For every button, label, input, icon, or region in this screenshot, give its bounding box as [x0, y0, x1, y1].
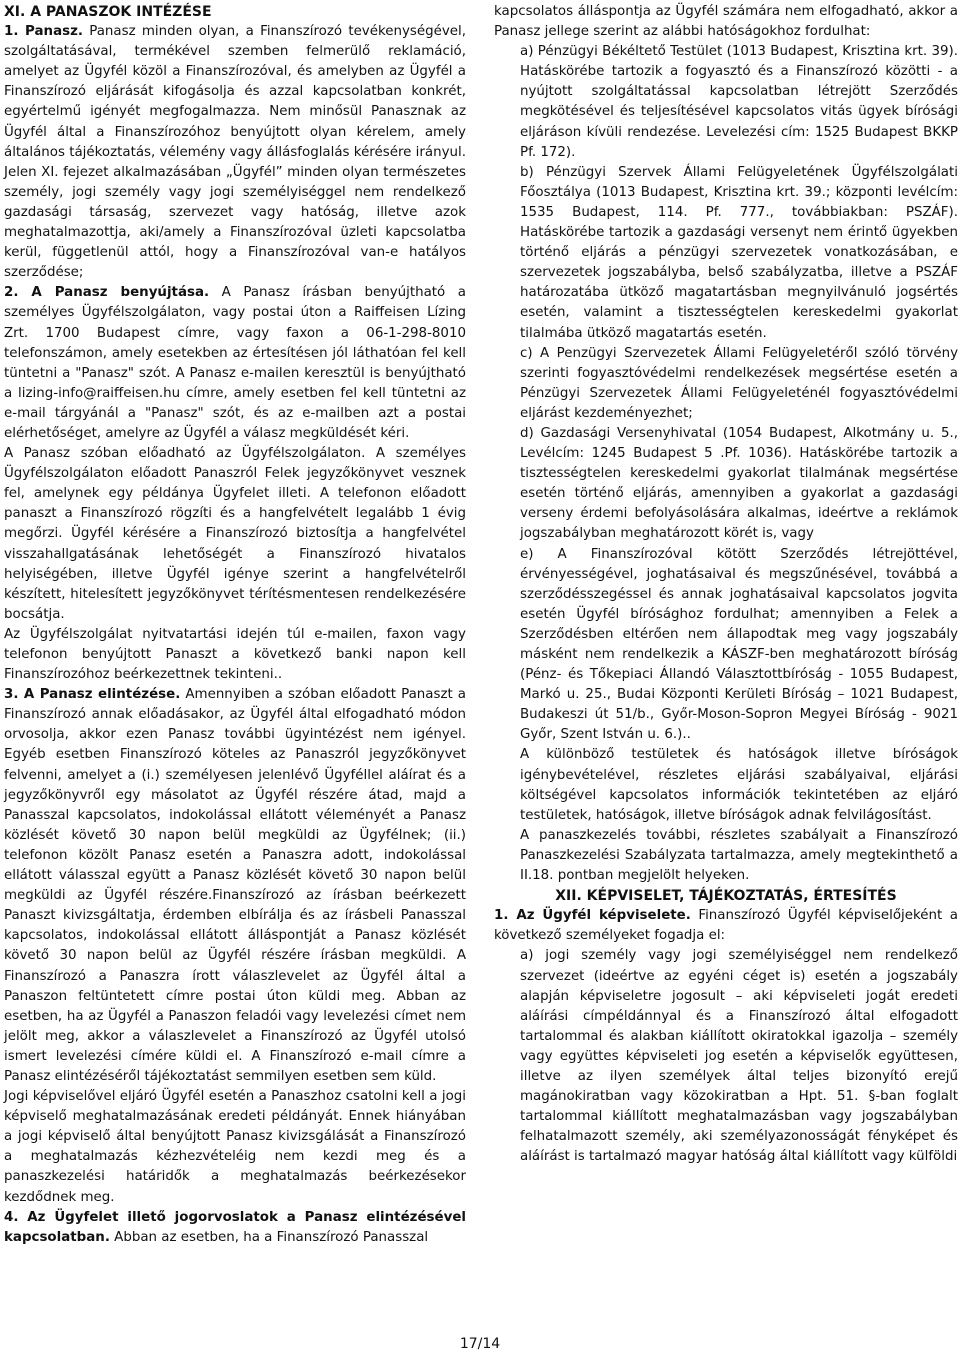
- heading-benyujtas: 2. A Panasz benyújtása.: [4, 285, 210, 301]
- list-item-e: e) A Finanszírozóval kötött Szerződés létrejöttével, érvényességével, joghatásaival és megszűnésével, továbbá a szerződésszegéssel és annak joghatásaival kapcsolatos jogvita esetén Ügyfél bírósághoz fordulhat; amennyiben a Felek a Szerződésben eltérően nem állapodtak meg vagy jogszabály másként nem rendelkezik a KÁSZF-ben meghatározott bíróság (Pénz- és Tőkepiaci Állandó Választottbíróság - 1055 Budapest, Markó u. 25., Budai Központi Kerületi Bíróság – 1021 Budapest, Budakeszi út 51/b., Győr-Moson-Sopron Megyei Bíróság - 9021 Győr, Szent István u. 6.)..: [520, 546, 958, 743]
- heading-kepviselet: 1. Az Ügyfél képviselete.: [494, 908, 691, 924]
- paragraph-nyitvatartas: Az Ügyfélszolgálat nyitvatartási idején túl e-mailen, faxon vagy telefonon benyújtott Panaszt a következő banki napon kell Finanszírozóhoz beérkezettnek tekinteni..: [4, 626, 466, 683]
- page-number: 17/14: [459, 1336, 501, 1352]
- right-column: [494, 2, 958, 1167]
- section-title-xi: XI. A PANASZOK INTÉZÉSE: [4, 4, 212, 20]
- paragraph-allaspont: kapcsolatos álláspontja az Ügyfél számára nem elfogadható, akkor a Panasz jellege szerint az alábbi hatóságokhoz fordulhat:: [494, 4, 958, 40]
- paragraph-szoban: A Panasz szóban előadható az Ügyfélszolgálaton. A személyes Ügyfélszolgálaton előadott Panaszról Felek jegyzőkönyvet vesznek fel, amelynek egy példánya Ügyfelet illeti. A telefonon előadott panaszt a Finanszírozó rögzíti és a hangfelvételt legalább 1 évig megőrzi. Ügyfél kérésére a Finanszírozó biztosítja a hangfelvétel visszahallgatásának lehetőségét a Finanszírozó hivatalos helyiségében, illetve Ügyfél igénye szerint a hangfelvételről készített, hitelesített jegyzőkönyvet térítésmentesen rendelkezésére bocsátja.: [4, 446, 466, 622]
- paragraph-benyujtas: 2. A Panasz benyújtása. A Panasz írásban benyújtható a személyes Ügyfélszolgálaton, vagy postai úton a Raiffeisen Lízing Zrt. 1700 Budapest címre, vagy faxon a 06-1-298-8010 telefonszámon, amely esetekben az értesítésen jól láthatóan fel kell tüntetni a "Panasz" szót. A Panasz e-mailen keresztül is benyújtható a lizing-info@raiffeisen.hu címre, amely esetben fel kell tüntetni az e-mail tárgyánál a "Panasz" szót, és az e-mailben azt a postai elérhetőséget, amelyre az Ügyfél a válasz megküldését kéri.: [4, 285, 466, 441]
- left-column: [4, 2, 466, 1248]
- heading-panasz: 1. Panasz.: [4, 24, 83, 40]
- heading-jogorvoslat: 4. Az Ügyfelet illető jogorvoslatok a Panasz elintézésével kapcsolatban.: [4, 1209, 466, 1245]
- paragraph-testuletek: A különböző testületek és hatóságok illetve bíróságok igénybevételével, részletes eljárási szabályaival, eljárási költségével kapcsolatos információk tekintetében az eljáró testületek, hatóságok, illetve bíróságok adnak felvilágosítást.: [520, 747, 958, 823]
- section-title-xii: XII. KÉPVISELET, TÁJÉKOZTATÁS, ÉRTESÍTÉS: [555, 888, 897, 905]
- list-item-c: c) A Penzügyi Szervezetek Állami Felügyeletéről szóló törvény szerinti fogyasztóvédelmi rendelkezések megsértése esetén a Pénzügyi Szervezetek Állami Felügyeleténél fogyasztóvédelmi eljárást kezdeményezhet;: [520, 345, 958, 421]
- list-item-a: a) Pénzügyi Békéltető Testület (1013 Budapest, Krisztina krt. 39). Hatáskörébe tartozik a fogyasztó és a Finanszírozó közötti - a nyújtott szolgáltatással kapcsolatban létrejött Szerződés megkötésével és teljesítésével kapcsolatos vitás ügyek bírósági eljáráson kívüli rendezése. Levelezési cím: 1525 Budapest BKKP Pf. 172).: [520, 44, 958, 160]
- heading-elintezes: 3. A Panasz elintézése.: [4, 687, 181, 703]
- paragraph-kepviselet: 1. Az Ügyfél képviselete. Finanszírozó Ügyfél képviselőjeként a következő személyeket fogadja el:: [494, 908, 958, 944]
- paragraph-panaszkezeles: A panaszkezelés további, részletes szabályait a Finanszírozó Panaszkezelési Szabályzata tartalmazza, amely megtekinthető a II.18. pontban megjelölt helyeken.: [520, 827, 958, 884]
- list-item-jogi-szemely: a) jogi személy vagy jogi személyiséggel nem rendelkező szervezet (ideértve az egyéni céget is) esetén a jogszabály alapján képviseletre jogosult – aki képviseleti jogát eredeti aláírási címpéldánnyal és a Finanszírozó által elfogadott tartalommal és alakban kiállított okiratokkal igazolja – személy vagy együttes képviseleti jog esetén a képviselők együttesen, illetve az ilyen személyek által teljes bizonyító erejű magánokiratban vagy közokiratban a Hpt. 51. §-ban foglalt tartalommal kiállított meghatalmazásban vagy jogszabályban felhatalmazott személy, aki személyazonosságát fényképet és aláírást is tartalmazó magyar hatóság által kiállított vagy külföldi: [520, 948, 958, 1165]
- paragraph-elintezes: 3. A Panasz elintézése. Amennyiben a szóban előadott Panaszt a Finanszírozó annak előadásakor, az Ügyfél által elfogadható módon orvosolja, akkor ezen Panasz további ügyintézést nem igényel. Egyéb esetben Finanszírozó köteles az Panaszról jegyzőkönyvet felvenni, amelyet a (i.) személyesen jelenlévő Ügyféllel aláírat és a jegyzőkönyvről egy másolatot az Ügyfél részére átad, majd a Panasszal kapcsolatos, indokolással ellátott véleményét a Panasz közlését követő 30 napon belül megküldi az Ügyfélnek; (ii.) telefonon közölt Panasz esetén a Panaszra adott, indokolással ellátott válasszal együtt a Panasz közlését követő 30 napon belül megküldi az Ügyfél részére.Finanszírozó az írásban beérkezett Panaszt kivizsgáltatja, érdemben elbírálja és az írásbeli Panasszal kapcsolatos, indokolással ellátott álláspontját a Panasz közlését követő 30 napon belül az Ügyfél részére írásban megküldi. A Finanszírozó a Panaszra írott válaszlevelet az Ügyfél által a Panaszon feltüntetett címre postai úton küldi meg. Abban az esetben, ha az Ügyfél a Panaszon feladói vagy levelezési címet nem jelölt meg, akkor a válaszlevelet a Finanszírozó az Ügyfél utolsó ismert levelezési címére küldi el. A Finanszírozó e-mail címre a Panasz elintézéséről tájékoztatást semmilyen esetben sem küld.: [4, 687, 466, 1084]
- paragraph-panasz: 1. Panasz. Panasz minden olyan, a Finanszírozó tevékenységével, szolgáltatásával, termékével szemben felmerülő reklamáció, amelyet az Ügyfél közöl a Finanszírozóval, és amelyben az Ügyfél a Finanszírozó eljárását kifogásolja és azzal kapcsolatban konkrét, egyértelmű igényét megfogalmazza. Nem minősül Panasznak az Ügyfél által a Finanszírozóhoz benyújtott olyan kérelem, amely általános tájékoztatás, vélemény vagy állásfoglalás kérésére irányul. Jelen XI. fejezet alkalmazásában „Ügyfél” minden olyan természetes személy, jogi személy vagy jogi személyiséggel nem rendelkező gazdasági társaság, szervezet vagy hatóság, illetve azok meghatalmazottja, aki/amely a Finanszírozóval üzleti kapcsolatba kerül, függetlenül attól, hogy a Finanszírozóval van-e hatályos szerződése;: [4, 24, 466, 281]
- paragraph-jogorvoslat: 4. Az Ügyfelet illető jogorvoslatok a Panasz elintézésével kapcsolatban. Abban az esetben, ha a Finanszírozó Panasszal: [4, 1209, 466, 1245]
- list-item-b: b) Pénzügyi Szervek Állami Felügyeletének Ügyfélszolgálati Főosztálya (1013 Budapest, Krisztina krt. 39.; központi levélcím: 1535 Budapest, 114. Pf. 777., továbbiakban: PSZÁF). Hatáskörébe tartozik a gazdasági versenyt nem érintő ügyekben történő eljárás a pénzügyi szervezetek vonatkozásában, e szervezetek jogszabályba, belső szabályzatba, illetve a PSZÁF határozatába ütköző magatartásban megnyilvánuló jogsértés esetén, valamint a tisztességtelen kereskedelmi gyakorlat tilalmába ütköző magatartás esetén.: [520, 164, 958, 341]
- paragraph-jogi-kepviselo: Jogi képviselővel eljáró Ügyfél esetén a Panaszhoz csatolni kell a jogi képviselő meghatalmazásának eredeti példányát. Ennek hiányában a jogi képviselő által benyújtott Panasz kivizsgálását a Finanszírozó a meghatalmazás kézhezvételéig nem kezdi meg és a panaszkezelési határidők a meghatalmazás beérkezésekor kezdődnek meg.: [4, 1089, 466, 1205]
- list-item-d: d) Gazdasági Versenyhivatal (1054 Budapest, Alkotmány u. 5., Levélcím: 1245 Budapest 5 .Pf. 1036). Hatáskörébe tartozik a tisztességtelen kereskedelmi gyakorlat tilalmának megsértése esetén történő eljárás, amennyiben a gyakorlat a gazdasági verseny érdemi befolyásolására alkalmas, ideértve a reklámok jogszabályban meghatározott körét is, vagy: [520, 425, 958, 542]
